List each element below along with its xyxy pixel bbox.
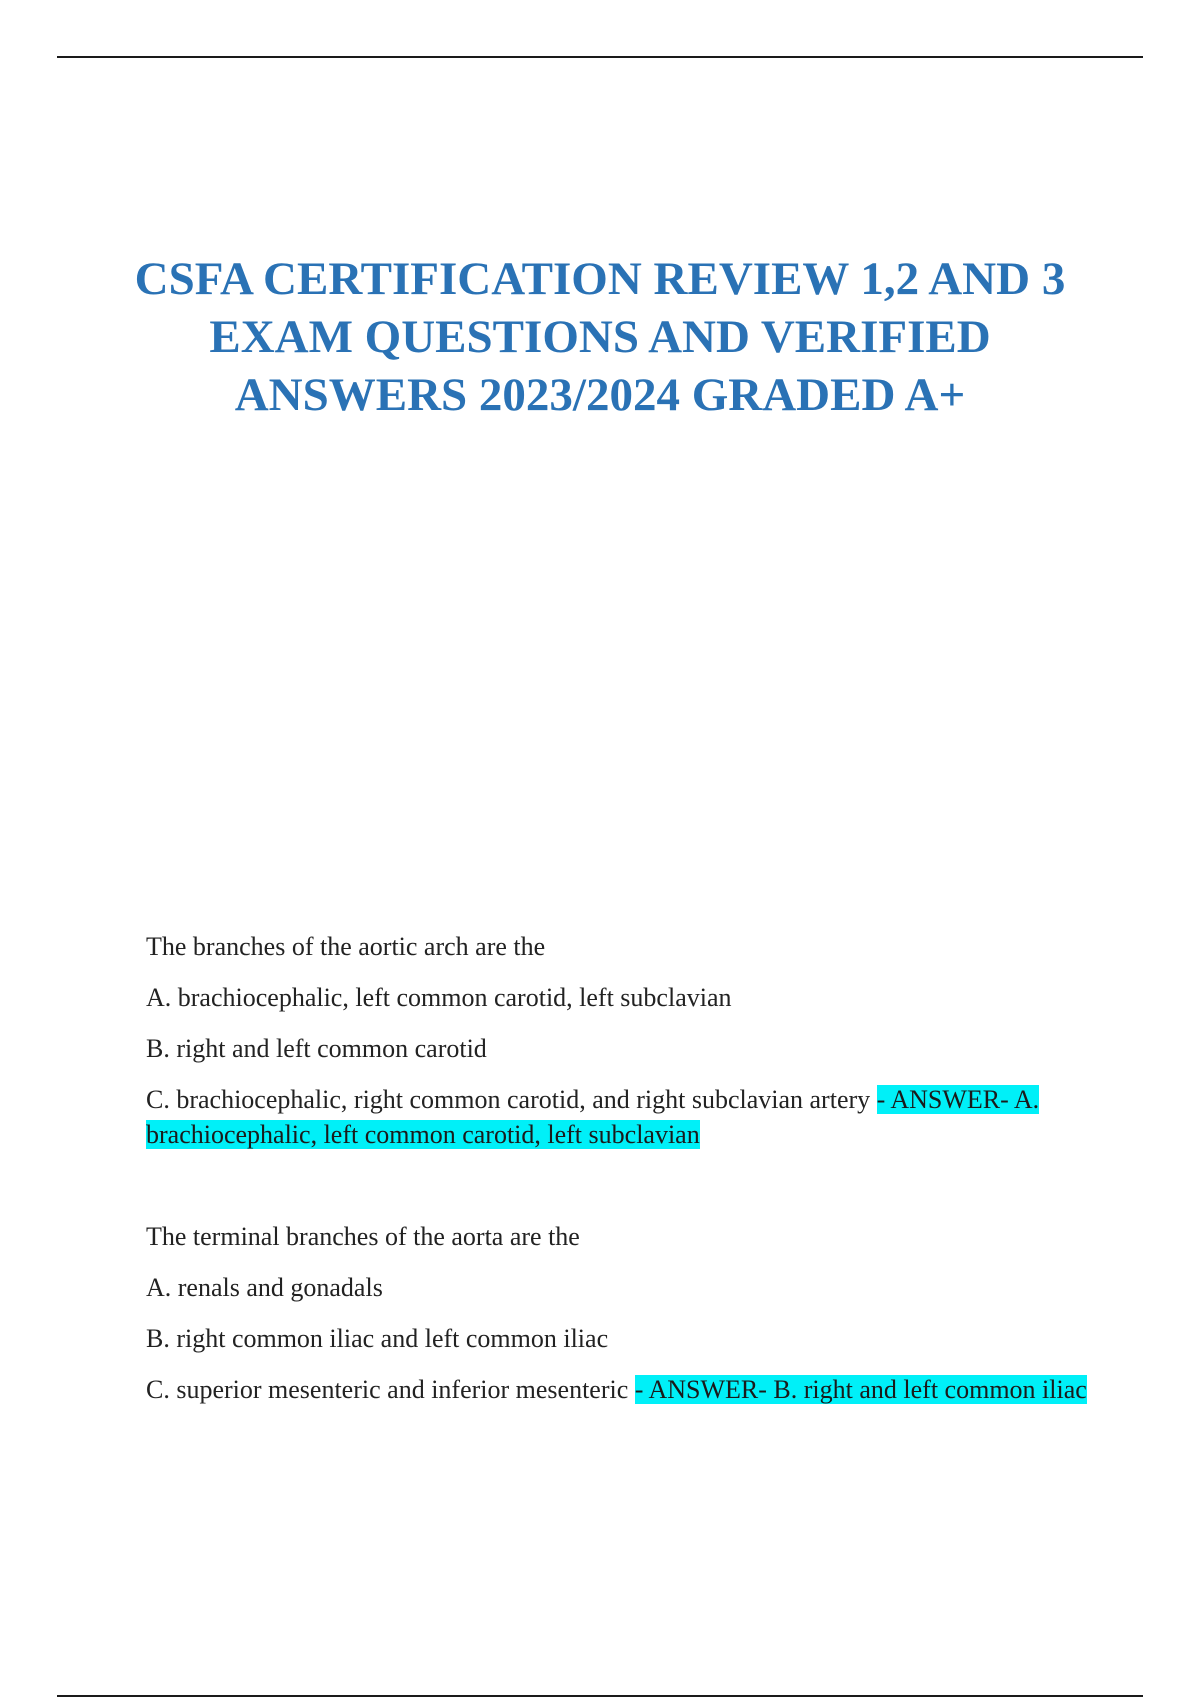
question-2 [146, 1219, 1106, 1407]
option-c: C. brachiocephalic, right common carotid, and right subclavian artery [146, 1085, 871, 1114]
question-1 [146, 929, 1106, 1152]
document-title: CSFA CERTIFICATION REVIEW 1,2 AND 3 EXAM QUESTIONS AND VERIFIED ANSWERS 2023/2024 GRADED A+ [134, 253, 1066, 421]
option-b: B. right and left common carotid [146, 1034, 487, 1063]
question-prompt: The branches of the aortic arch are the [146, 932, 546, 961]
option-a: A. renals and gonadals [146, 1273, 383, 1302]
option-c-with-answer [146, 1372, 1106, 1407]
bottom-rule [57, 1695, 1143, 1697]
answer-highlight: - ANSWER- B. right and left common iliac [634, 1375, 1087, 1404]
option-c: C. superior mesenteric and inferior mesenteric [146, 1375, 629, 1404]
question-prompt: The terminal branches of the aorta are the [146, 1222, 580, 1251]
option-a: A. brachiocephalic, left common carotid, left subclavian [146, 983, 732, 1012]
option-b: B. right common iliac and left common iliac [146, 1324, 609, 1353]
option-c-with-answer [146, 1082, 1106, 1152]
answer-highlight: - ANSWER- A. brachiocephalic, left common carotid, left subclavian [146, 1085, 1040, 1149]
top-rule [57, 56, 1143, 58]
